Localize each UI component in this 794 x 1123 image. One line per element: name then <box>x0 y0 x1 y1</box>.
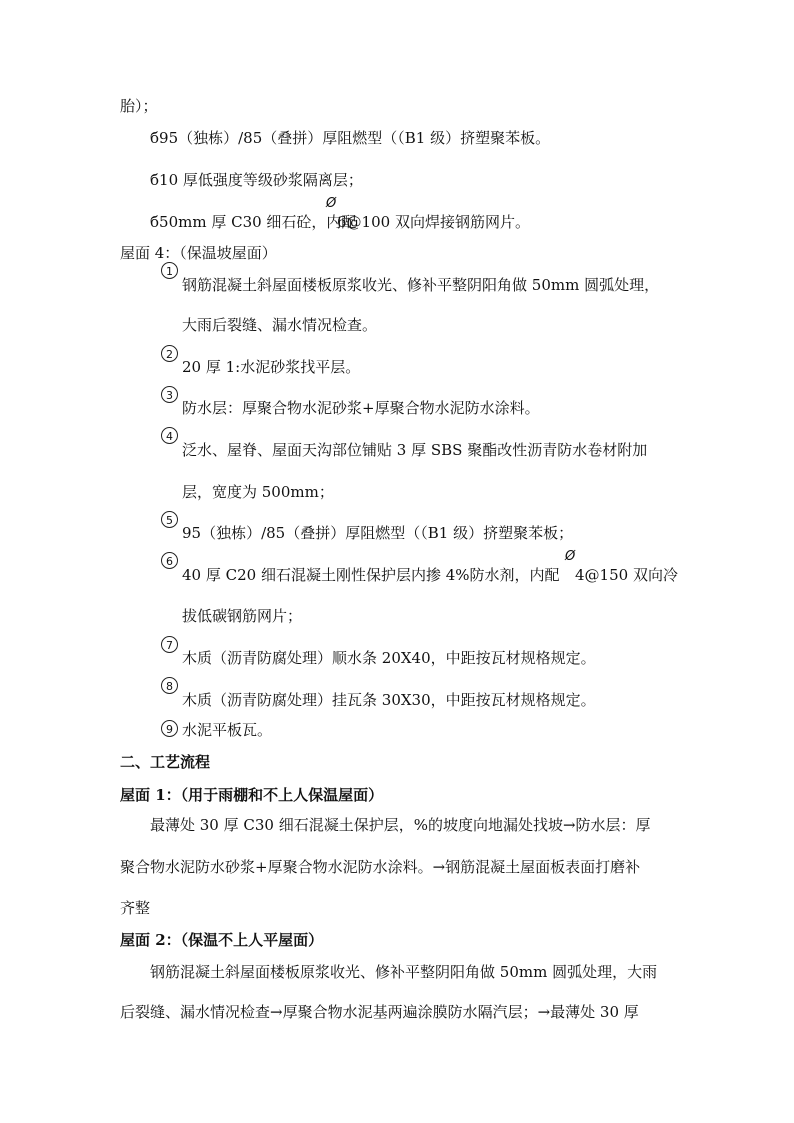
circled-number-marker: 4 <box>161 427 178 444</box>
section-heading: 二、工艺流程 <box>120 753 211 771</box>
text-line: 拔低碳钢筋网片； <box>182 607 303 625</box>
diameter-symbol: Ø <box>326 196 337 211</box>
text-line: 齐整 <box>120 899 151 917</box>
section-subheading: 屋面 1：（用于雨棚和不上人保温屋面） <box>120 786 384 804</box>
text-line: 最薄处 30 厚 C30 细石混凝土保护层，%的坡度向地漏处找坡→防水层：厚 <box>150 816 651 834</box>
circled-number-marker: 6 <box>161 552 178 569</box>
text-line: б50mm 厚 C30 细石砼，内配 <box>150 213 357 231</box>
text-line: 防水层：厚聚合物水泥砂浆+厚聚合物水泥防水涂料。 <box>182 399 540 417</box>
circled-number-marker: 8 <box>161 677 178 694</box>
text-line: 木质（沥青防腐处理）挂瓦条 30X30，中距按瓦材规格规定。 <box>182 691 596 709</box>
text-line: 钢筋混凝土斜屋面楼板原浆收光、修补平整阴阳角做 50mm 圆弧处理， <box>182 276 660 294</box>
text-line: 40 厚 C20 细石混凝土刚性保护层内掺 4%防水剂，内配 <box>182 566 560 584</box>
section-subheading: 屋面 2：（保温不上人平屋面） <box>120 931 324 949</box>
text-line: 木质（沥青防腐处理）顺水条 20X40，中距按瓦材规格规定。 <box>182 649 596 667</box>
circled-number-marker: 1 <box>161 262 178 279</box>
text-line: 泛水、屋脊、屋面天沟部位铺贴 3 厚 SBS 聚酯改性沥青防水卷材附加 <box>182 441 648 459</box>
circled-number-marker: 7 <box>161 636 178 653</box>
circled-number-marker: 2 <box>161 345 178 362</box>
circled-number-marker: 9 <box>161 720 178 737</box>
text-line: 6@100 双向焊接钢筋网片。 <box>337 213 530 231</box>
text-line: 后裂缝、漏水情况检查→厚聚合物水泥基两遍涂膜防水隔汽层；→最薄处 30 厚 <box>120 1003 639 1021</box>
text-line: 20 厚 1:水泥砂浆找平层。 <box>182 358 361 376</box>
text-line: б10 厚低强度等级砂浆隔离层； <box>150 171 363 189</box>
text-line: 95（独栋）/85（叠拼）厚阻燃型（（B1 级）挤塑聚苯板； <box>182 524 574 542</box>
text-line: 胎）； <box>120 97 158 115</box>
circled-number-marker: 5 <box>161 511 178 528</box>
diameter-symbol: Ø <box>565 549 576 564</box>
text-line: 层，宽度为 500mm； <box>182 483 334 501</box>
text-line: 钢筋混凝土斜屋面楼板原浆收光、修补平整阴阳角做 50mm 圆弧处理，大雨 <box>150 963 658 981</box>
circled-number-marker: 3 <box>161 386 178 403</box>
text-line: 4@150 双向冷 <box>575 566 678 584</box>
text-line: 聚合物水泥防水砂浆+厚聚合物水泥防水涂料。→钢筋混凝土屋面板表面打磨补 <box>120 858 641 876</box>
section-subheading: 屋面 4：（保温坡屋面） <box>120 244 277 262</box>
text-line: 水泥平板瓦。 <box>182 721 273 739</box>
text-line: 大雨后裂缝、漏水情况检查。 <box>182 316 378 334</box>
text-line: б95（独栋）/85（叠拼）厚阻燃型（（B1 级）挤塑聚苯板。 <box>150 129 551 147</box>
